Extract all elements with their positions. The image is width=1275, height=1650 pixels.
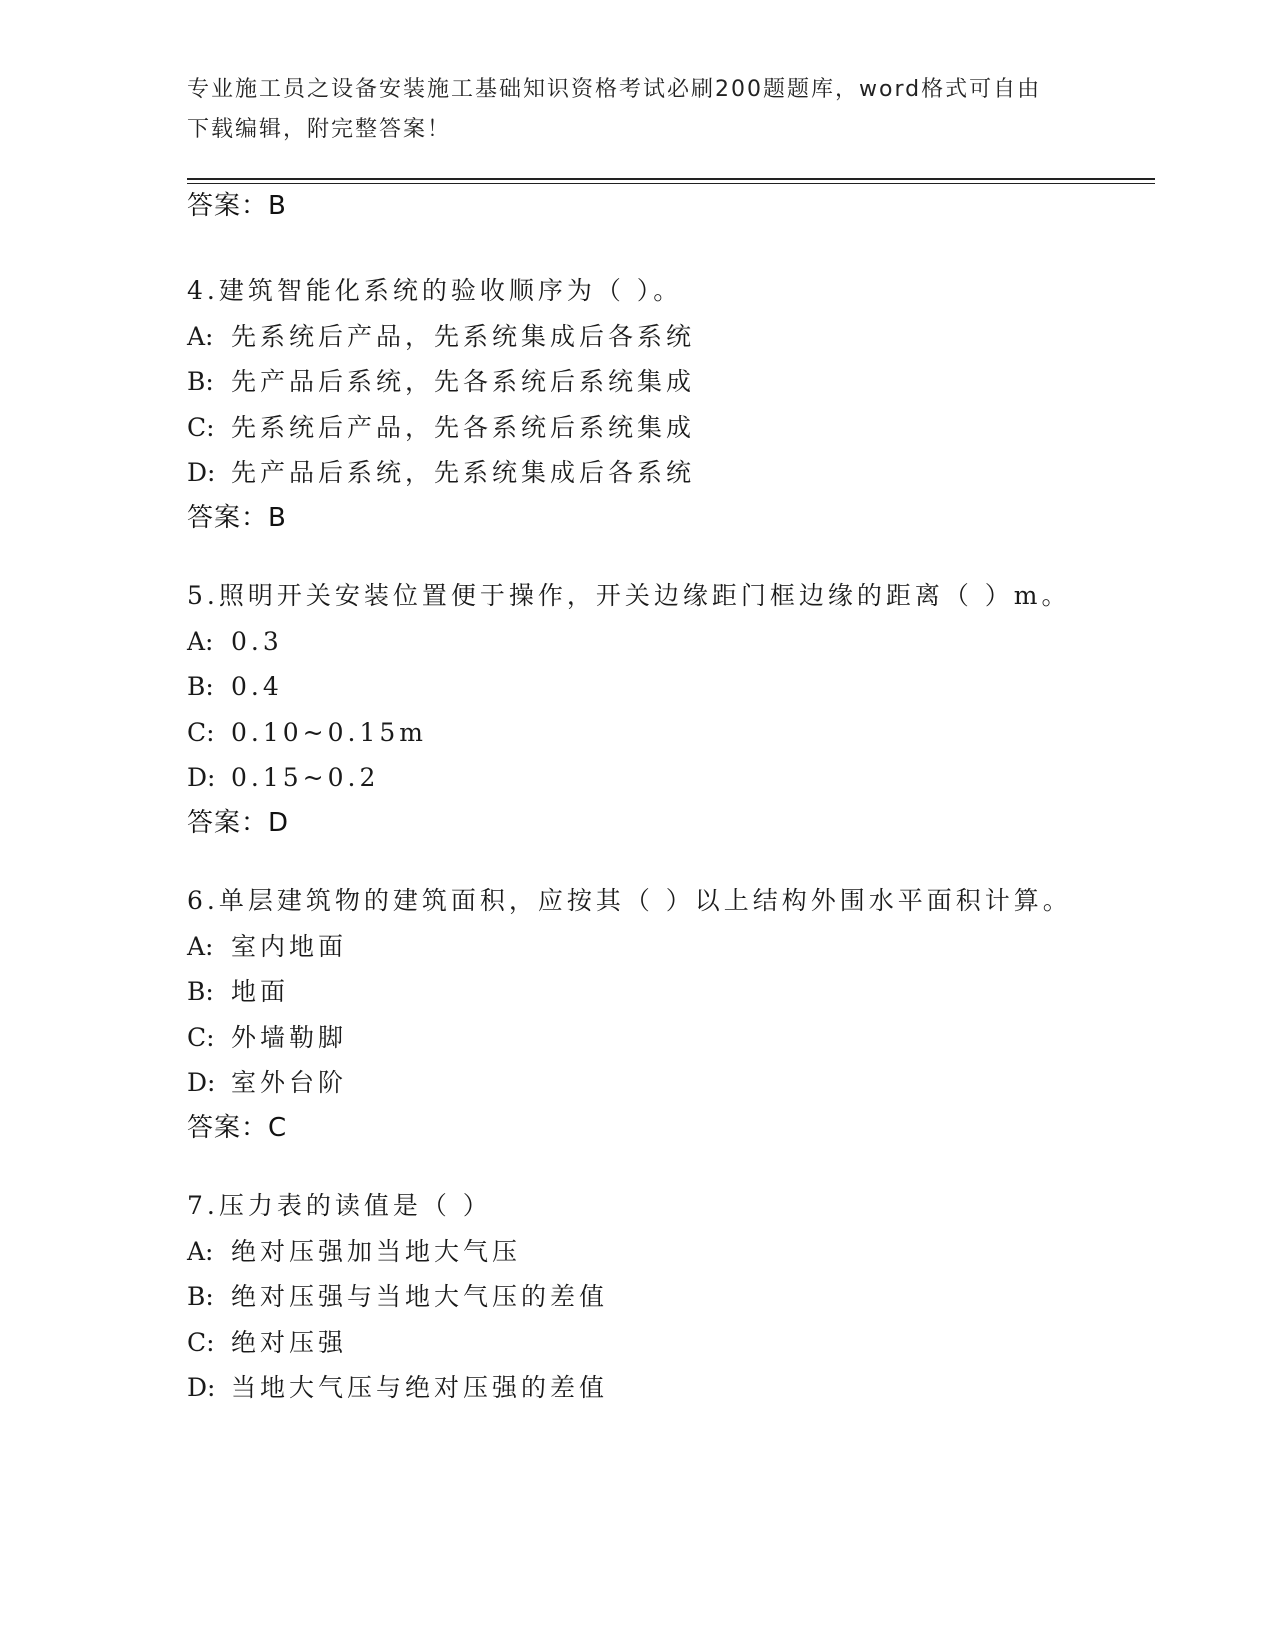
option-a (187, 1229, 1155, 1275)
option-label: C: (187, 1022, 215, 1052)
option-text: 绝对压强加当地大气压 (231, 1236, 522, 1266)
option-d (187, 755, 1155, 801)
option-label: D: (187, 1373, 216, 1402)
option-label: B: (187, 977, 214, 1006)
option-c (187, 405, 1155, 451)
question-stem: 4.建筑智能化系统的验收顺序为（ ）。 (187, 276, 683, 305)
option-label: A: (187, 321, 214, 351)
option-label: B: (187, 672, 214, 701)
answer-line: 答案：B (187, 191, 287, 221)
option-label: C: (187, 412, 215, 442)
option-c (187, 710, 1155, 756)
option-text: 先产品后系统，先各系统后系统集成 (231, 367, 696, 396)
option-text: 0.10~0.15m (231, 717, 427, 747)
option-text: 绝对压强与当地大气压的差值 (231, 1282, 609, 1311)
header-rule-thick (187, 178, 1155, 180)
option-d (187, 1365, 1155, 1411)
option-label: D: (187, 458, 216, 487)
option-text: 0.15~0.2 (231, 763, 380, 792)
option-label: A: (187, 931, 214, 961)
option-text: 先系统后产品，先系统集成后各系统 (231, 321, 696, 351)
option-a (187, 314, 1155, 360)
answer-line: 答案：D (187, 807, 290, 838)
question-6 (187, 878, 1155, 1151)
option-text: 当地大气压与绝对压强的差值 (231, 1373, 609, 1402)
option-d (187, 1060, 1155, 1106)
option-label: C: (187, 717, 215, 747)
option-label: D: (187, 1068, 216, 1097)
option-b (187, 969, 1155, 1015)
document-header (187, 70, 1067, 150)
option-text: 室外台阶 (231, 1068, 348, 1097)
previous-question-answer-block (187, 184, 1155, 230)
question-7 (187, 1183, 1155, 1411)
option-text: 先系统后产品，先各系统后系统集成 (231, 412, 696, 442)
option-text: 外墙勒脚 (231, 1022, 348, 1052)
option-c (187, 1015, 1155, 1061)
question-stem: 6.单层建筑物的建筑面积，应按其（ ）以上结构外围水平面积计算。 (187, 886, 1072, 915)
question-stem: 5.照明开关安装位置便于操作，开关边缘距门框边缘的距离（ ）m。 (187, 581, 1071, 610)
option-label: A: (187, 626, 214, 656)
option-label: B: (187, 367, 214, 396)
option-c (187, 1320, 1155, 1366)
header-title-line1: 专业施工员之设备安装施工基础知识资格考试必刷200题题库，word格式可自由 (187, 77, 1042, 102)
option-text: 地面 (231, 977, 290, 1006)
answer-line: 答案：C (187, 1112, 288, 1143)
question-5 (187, 573, 1155, 846)
option-label: A: (187, 1236, 214, 1266)
option-a (187, 924, 1155, 970)
answer-line: 答案：B (187, 502, 287, 533)
option-d (187, 450, 1155, 496)
option-label: B: (187, 1282, 214, 1311)
option-a (187, 619, 1155, 665)
option-b (187, 359, 1155, 405)
option-label: D: (187, 763, 216, 792)
question-stem: 7.压力表的读值是（ ） (187, 1191, 492, 1220)
option-label: C: (187, 1327, 215, 1357)
question-4 (187, 268, 1155, 541)
option-text: 绝对压强 (231, 1327, 348, 1357)
option-text: 先产品后系统，先系统集成后各系统 (231, 458, 696, 487)
option-b (187, 1274, 1155, 1320)
option-text: 0.3 (231, 626, 283, 656)
option-b (187, 664, 1155, 710)
option-text: 0.4 (231, 672, 283, 701)
header-title-line2: 下载编辑，附完整答案！ (187, 117, 452, 142)
option-text: 室内地面 (231, 931, 348, 961)
